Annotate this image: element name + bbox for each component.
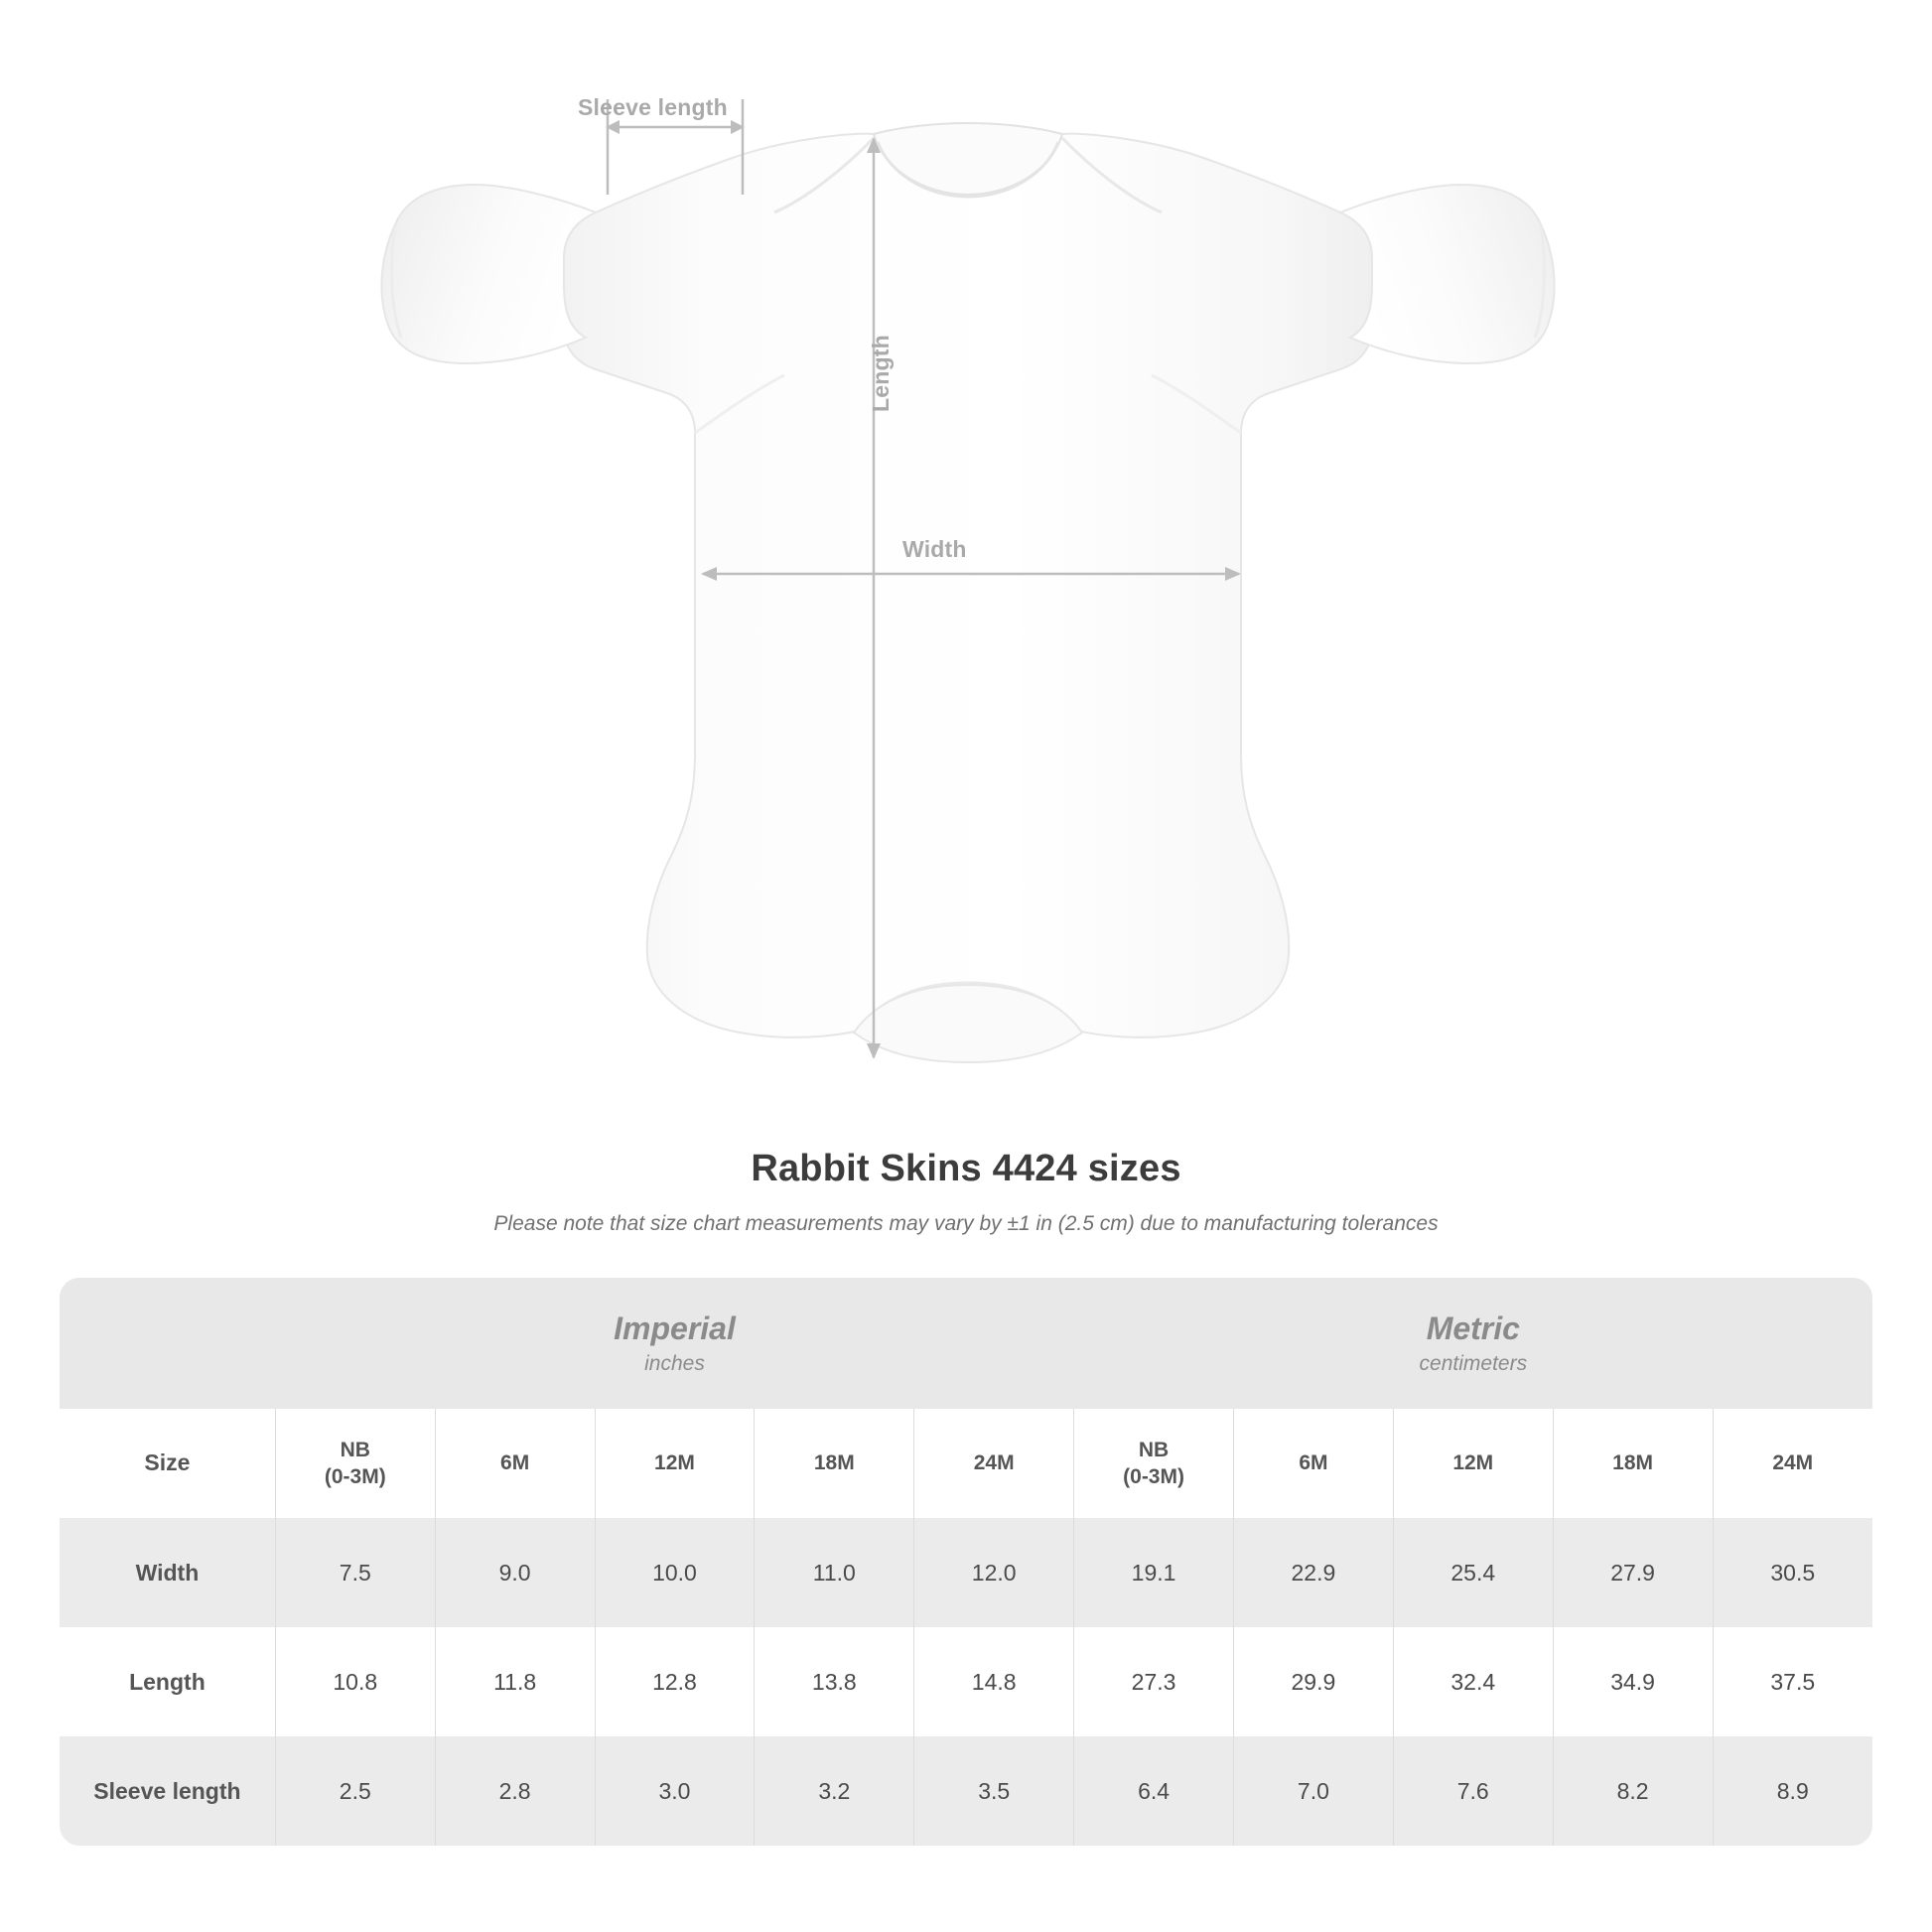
- cell-width-6: 22.9: [1233, 1518, 1393, 1627]
- cell-width-7: 25.4: [1393, 1518, 1553, 1627]
- header-col-9: [1713, 1409, 1872, 1518]
- header-col-5: [1074, 1409, 1234, 1518]
- cell-length-6: 29.9: [1233, 1627, 1393, 1736]
- sleeve-length-label: Sleeve length: [578, 94, 728, 120]
- cell-sleeve-2: 3.0: [595, 1736, 755, 1846]
- cell-length-7: 32.4: [1393, 1627, 1553, 1736]
- header-col-7-line1: 12M: [1452, 1451, 1494, 1475]
- header-col-5-line2: (0-3M): [1123, 1465, 1184, 1488]
- row-label-sleeve-length: Sleeve length: [60, 1736, 275, 1846]
- length-label: Length: [868, 335, 894, 412]
- chart-heading: [0, 1148, 1932, 1236]
- cell-length-4: 14.8: [914, 1627, 1074, 1736]
- header-col-0-line1: NB: [340, 1438, 370, 1461]
- header-col-6: [1233, 1409, 1393, 1518]
- header-size: Size: [60, 1409, 275, 1518]
- cell-length-8: 34.9: [1553, 1627, 1713, 1736]
- cell-sleeve-4: 3.5: [914, 1736, 1074, 1846]
- width-label: Width: [902, 536, 967, 562]
- size-table-container: [60, 1278, 1872, 1846]
- header-col-0-line2: (0-3M): [324, 1465, 386, 1488]
- unit-group-imperial: [275, 1278, 1073, 1409]
- header-col-4: [914, 1409, 1074, 1518]
- cell-sleeve-3: 3.2: [755, 1736, 914, 1846]
- header-col-0: [275, 1409, 435, 1518]
- cell-width-8: 27.9: [1553, 1518, 1713, 1627]
- cell-sleeve-5: 6.4: [1074, 1736, 1234, 1846]
- table-row: [60, 1518, 1872, 1627]
- header-col-1-line1: 6M: [500, 1451, 530, 1475]
- cell-length-5: 27.3: [1074, 1627, 1234, 1736]
- unit-group-metric-title: Metric: [1426, 1310, 1520, 1346]
- cell-width-2: 10.0: [595, 1518, 755, 1627]
- table-row: [60, 1736, 1872, 1846]
- cell-width-3: 11.0: [755, 1518, 914, 1627]
- unit-group-metric: [1074, 1278, 1872, 1409]
- header-col-5-line1: NB: [1138, 1438, 1170, 1461]
- header-col-3-line1: 18M: [813, 1451, 855, 1475]
- table-row: [60, 1627, 1872, 1736]
- unit-group-imperial-title: Imperial: [614, 1310, 736, 1346]
- column-header-row: [60, 1409, 1872, 1518]
- header-col-8-line1: 18M: [1612, 1451, 1654, 1475]
- cell-width-9: 30.5: [1713, 1518, 1872, 1627]
- cell-width-0: 7.5: [275, 1518, 435, 1627]
- cell-width-4: 12.0: [914, 1518, 1074, 1627]
- unit-group-metric-subtitle: centimeters: [1419, 1352, 1528, 1376]
- header-col-4-line1: 24M: [973, 1451, 1015, 1475]
- cell-length-0: 10.8: [275, 1627, 435, 1736]
- unit-group-imperial-subtitle: inches: [644, 1352, 705, 1376]
- page-title: Rabbit Skins 4424 sizes: [751, 1148, 1181, 1189]
- header-col-3: [755, 1409, 914, 1518]
- cell-length-3: 13.8: [755, 1627, 914, 1736]
- cell-sleeve-0: 2.5: [275, 1736, 435, 1846]
- header-col-7: [1393, 1409, 1553, 1518]
- tolerance-note: Please note that size chart measurements may vary by ±1 in (2.5 cm) due to manufacturing tolerances: [493, 1212, 1439, 1235]
- cell-sleeve-1: 2.8: [435, 1736, 595, 1846]
- header-col-8: [1553, 1409, 1713, 1518]
- header-col-2: [595, 1409, 755, 1518]
- cell-length-1: 11.8: [435, 1627, 595, 1736]
- row-label-length: Length: [60, 1627, 275, 1736]
- cell-width-1: 9.0: [435, 1518, 595, 1627]
- cell-sleeve-7: 7.6: [1393, 1736, 1553, 1846]
- cell-width-5: 19.1: [1074, 1518, 1234, 1627]
- row-label-width: Width: [60, 1518, 275, 1627]
- cell-length-9: 37.5: [1713, 1627, 1872, 1736]
- cell-length-2: 12.8: [595, 1627, 755, 1736]
- header-col-1: [435, 1409, 595, 1518]
- size-table: [60, 1278, 1872, 1846]
- cell-sleeve-9: 8.9: [1713, 1736, 1872, 1846]
- header-col-6-line1: 6M: [1299, 1451, 1328, 1475]
- header-col-9-line1: 24M: [1772, 1451, 1814, 1475]
- unit-header-spacer: [60, 1278, 275, 1409]
- cell-sleeve-8: 8.2: [1553, 1736, 1713, 1846]
- unit-header-row: [60, 1278, 1872, 1409]
- header-col-2-line1: 12M: [654, 1451, 695, 1475]
- cell-sleeve-6: 7.0: [1233, 1736, 1393, 1846]
